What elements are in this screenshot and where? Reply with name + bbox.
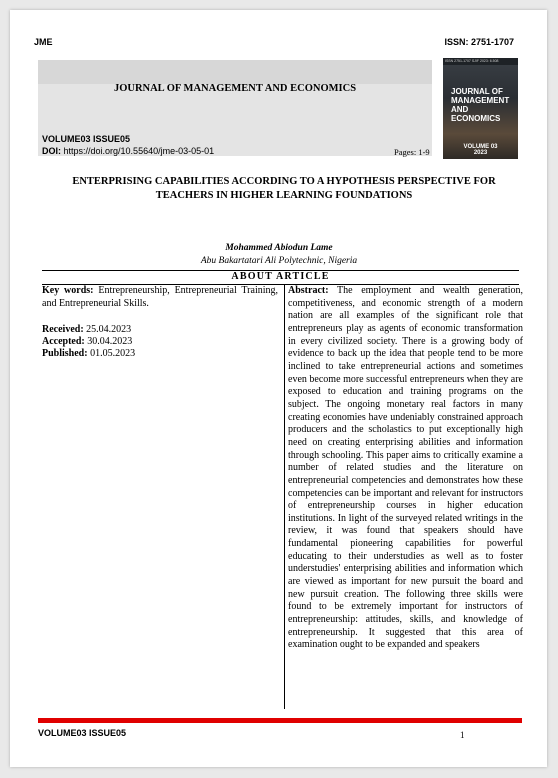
author-affiliation: Abu Bakartatari Ali Polytechnic, Nigeria — [200, 256, 358, 266]
published-date: 01.05.2023 — [90, 348, 136, 359]
cover-title: JOURNAL OF MANAGEMENT AND ECONOMICS — [451, 87, 510, 123]
keywords-label: Key words: — [42, 285, 94, 296]
published-row — [42, 348, 278, 360]
cover-issn-strip: ISSN 2751-1707 SJIF 2023: 6.508 — [443, 58, 518, 65]
doi-link[interactable]: https://doi.org/10.55640/jme-03-05-01 — [63, 146, 215, 156]
footer-rule — [38, 718, 522, 723]
footer-volume: VOLUME03 ISSUE05 — [38, 728, 127, 738]
abstract-label: Abstract: — [288, 285, 329, 296]
received-row — [42, 324, 278, 336]
document-page — [10, 10, 547, 767]
article-dates — [42, 324, 278, 360]
accepted-date: 30.04.2023 — [87, 336, 133, 347]
published-label: Published: — [42, 348, 88, 359]
issn: ISSN: 2751-1707 — [444, 37, 514, 47]
column-divider — [284, 285, 285, 709]
accepted-label: Accepted: — [42, 336, 85, 347]
accepted-row — [42, 336, 278, 348]
cover-year: 2023 — [473, 150, 488, 156]
journal-info-bar — [38, 60, 432, 84]
journal-cover-image — [443, 58, 518, 159]
received-date: 25.04.2023 — [86, 324, 132, 335]
cover-volume-number: VOLUME 03 — [463, 144, 498, 150]
keywords — [42, 285, 278, 310]
author-name: Mohammed Abiodun Lame — [225, 243, 333, 253]
article-title: ENTERPRISING CAPABILITIES ACCORDING TO A HYPOTHESIS PERSPECTIVE FOR TEACHERS IN HIGHER LEARNING FOUNDATIONS — [72, 176, 496, 201]
journal-abbreviation: JME — [34, 37, 53, 47]
doi-label: DOI: — [42, 146, 61, 156]
page-range: Pages: 1-9 — [394, 147, 430, 157]
page-number: 1 — [460, 730, 465, 740]
journal-name: JOURNAL OF MANAGEMENT AND ECONOMICS — [113, 83, 357, 94]
about-article-heading: ABOUT ARTICLE — [231, 271, 330, 282]
received-label: Received: — [42, 324, 84, 335]
cover-volume — [443, 144, 518, 156]
doi-line — [42, 146, 214, 156]
volume-issue: VOLUME03 ISSUE05 — [42, 134, 131, 144]
abstract — [288, 285, 523, 652]
abstract-text: The employment and wealth generation, competitiveness, and economic strength of a modern nation are all examples of the significant role that entrepreneurs play as agents of economic transformation in every civilized society. There is a growing body of evidence to back up the idea that people tend to be more inclined to take entrepreneurial actions and sometimes even become more successful entrepreneurs when they are exposed to education and training programs on the subject. The ongoing monetary real factors in many creating economies have undeniably constrained approach producers and the scholastics to put exceptionally high need on creating enterprising abilities and information through schooling. This paper aims to critically examine a number of related studies and the literature on entrepreneurial competencies and demonstrates how these competencies can be important and relevant for instructors of entrepreneurship courses in higher education institutions. In light of the surveyed related writings in the review, it was found that speakers should have fundamental pioneering capabilities for powerful educating to their understudies as well as to foster understudies' enterprising abilities and information which are viewed as important for new pursuit the board and new pursuit creation. The following three skills were found to be extremely important for instructors of entrepreneurship: attitudes, skills, and knowledge of entrepreneurship. It suggested that this area of examination ought to be expanded and speakers — [288, 285, 523, 651]
keywords-text: Entrepreneurship, Entrepreneurial Training, and Entrepreneurial Skills. — [42, 285, 278, 309]
